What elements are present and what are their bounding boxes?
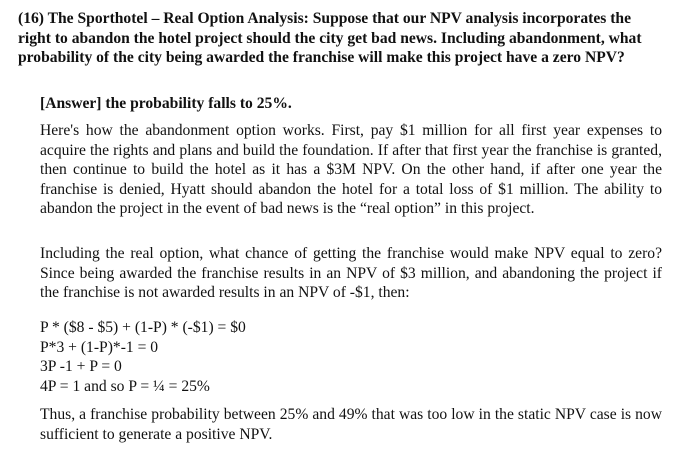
equation-block bbox=[40, 318, 246, 396]
explanation-paragraph-2: Including the real option, what chance of getting the franchise would make NPV equal to zero? Since being awarded the franchise results in an NPV of $3 million, and abandoning the project if the franchise is not awarded results in an NPV of -$1, then: bbox=[40, 245, 662, 302]
equation-line-4: 4P = 1 and so P = ¼ = 25% bbox=[40, 377, 210, 395]
explanation-paragraph-1: Here's how the abandonment option works. First, pay $1 million for all first year expenses to acquire the rights and plans and build the foundation. If after that first year the franchise is granted, then continue to build the hotel as it has a $3M NPV. On the other hand, if after one year the franchise is denied, Hyatt should abandon the hotel for a total loss of $1 million. The ability to abandon the project in the event of bad news is the “real option” in this project. bbox=[40, 122, 662, 218]
question-body: The Sporthotel – Real Option Analysis: Suppose that our NPV analysis incorporates the right to abandon the hotel project should the city get bad news. Including abandonment, what probability of the city being awarded the franchise will make this project have a zero NPV? bbox=[18, 10, 642, 66]
equation-line-1: P * ($8 - $5) + (1-P) * (-$1) = $0 bbox=[40, 319, 246, 336]
question-text bbox=[18, 9, 664, 68]
question-number: (16) bbox=[18, 10, 44, 27]
equation-line-3: 3P -1 + P = 0 bbox=[40, 358, 122, 376]
answer-line: [Answer] the probability falls to 25%. bbox=[40, 95, 292, 112]
equation-line-2: P*3 + (1-P)*-1 = 0 bbox=[40, 338, 159, 356]
conclusion-paragraph: Thus, a franchise probability between 25% and 49% that was too low in the static NPV case is now sufficient to generate a positive NPV. bbox=[40, 406, 662, 443]
